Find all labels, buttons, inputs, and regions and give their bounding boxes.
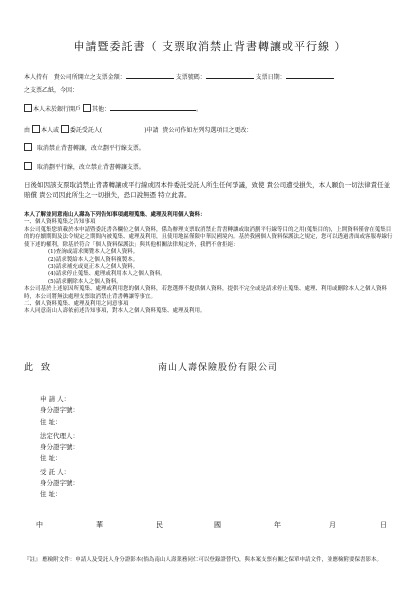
required-docs-note: 『註』 應檢附文件：申請人及受託人身分證影本(倘為南山人壽業務同仁可以登錄證替代)，與本案支票有關之保單申請文件，並應檢附要保書影本。: [24, 557, 383, 563]
change-1-checkbox[interactable]: [24, 143, 32, 151]
check-info-line2: 之支票乙紙，今因：: [24, 87, 79, 94]
change-option-2: 取消劃平行線，改立禁止背書轉讓支票。: [24, 162, 396, 172]
company-name: 南山人壽保險股份有限公司: [158, 363, 279, 373]
other-reason-field[interactable]: [110, 103, 196, 111]
guardian-address-label: 住 址：: [40, 454, 62, 462]
privacy-section: 本人了解並同意南山人壽為下列告知事項處理蒐集、處理及利用個人資料： 一、個人資料蒐集之告知事項 本公司蒐集您填載於本申請暨委託書各欄位之個人資料，係為辦理支票取消禁止背書轉讓或取消劃平行線等目的之用(蒐集目的)，上開資料僅會在蒐集目的的存續期間及法令規定之期間內被蒐集、處理及利用，且使用地區僅限中華民國境內。基於我國個人資料保護法之規定，您可以透過書面或客服專線行使下述的權利，除基於符合「個人資料保護法」與其他相關法律規定外，我們不會拒絕： (1)查詢或請求閱覽本人之個人資料。 (2)請求製給本人之個人資料複製本。 (3)請求補充或更正本人之個人資料。 (4)請求停止蒐集、處理或利用本人之個人資料。 (5)請求刪除本人之個人資料。 本公司基於上述原因所蒐集、處理或利用您的個人資料，若您選擇不提供個人資料，提供不完全或是請求停止蒐集、處理、利用或刪除本人之個人資料時，本公司將無法處理支票取消禁止背書轉讓等事宜。 二、個人資料蒐集、處理及利用之同意事項 本人同意南山人壽依前述告知事項，對本人之個人資料蒐集、處理及利用。: [24, 212, 393, 315]
amount-field[interactable]: [126, 71, 174, 79]
applicant-id-label: 身分證字號：: [40, 406, 79, 414]
applicant-label: 申 請 人：: [40, 395, 71, 403]
applicant-address-label: 住 址：: [40, 418, 62, 426]
other-reason-checkbox[interactable]: [83, 104, 91, 112]
change-option-1: 取消禁止背書轉讓，改立劃平行線支票。: [24, 143, 396, 153]
agent-id-label: 身分證字號：: [40, 479, 79, 487]
change-2-checkbox[interactable]: [24, 162, 32, 170]
closing-to: 此致: [24, 363, 59, 373]
guardian-label: 法定代理人：: [40, 432, 79, 440]
guardian-id-label: 身分證字號：: [40, 443, 79, 451]
no-bank-account-checkbox[interactable]: [24, 104, 32, 112]
agent-checkbox[interactable]: [61, 125, 69, 133]
agent-address-label: 住 址：: [40, 490, 62, 498]
applicant-line: 由 本人或 委託受託人( )申請 貴公司作如左列勾選項目之更改：: [24, 127, 253, 134]
check-date-field[interactable]: [286, 71, 334, 79]
document-title: 申請暨委託書（ 支票取消禁止背書轉讓或平行線 ）: [73, 40, 347, 53]
agent-label: 受 託 人：: [40, 468, 71, 476]
self-checkbox[interactable]: [32, 125, 40, 133]
commitment-paragraph: 日後如因該支票取消禁止背書轉讓或平行線或因本件委託受託人所生任何爭議，致使 貴公司遭受損失，本人願負一切法律責任並賠償 貴公司因此所生之一切損失，恐口說無憑 特立此書。: [24, 181, 391, 200]
check-number-field[interactable]: [206, 71, 254, 79]
document-page: 申請暨委託書（ 支票取消禁止背書轉讓或平行線 ） 本人持有 貴公司所開立之支票金額： 支票號碼： 支票日期： 之支票乙紙，今因： 本人未於銀行開戶 其他： 。 由 本人或 委託受託人( )申請 貴公司作如左列勾選項目之更改： 取消禁止背書轉讓，改立劃平行線支票。 取消劃平行線，改立禁止背書轉讓支票。 日後如因該支票取消禁止背書轉讓或平行線或因本件委託受託人所生任何爭議，致使 貴公司遭受損失，本人願負一切法律責任並賠償 貴公司因此所生之一切損失，恐口說無憑 特立此書。 本人了解並同意南山人壽為下列告知事項處理蒐集、處理及利用個人資料： 一、個人資料蒐集之告知事項 本公司蒐集您填載於本申請暨委託書各欄位之個人資料，係為辦理支票取消禁止背書轉讓或取消劃平行線等目的之用(蒐集目的)，上開資料僅會在蒐集目的的存續期間及法令規定之期間內被蒐集、處理及利用，且使用地區僅限中華民國境內。基於我國個人資料保護法之規定，您可以透過書面或客服專線行使下述的權利，除基於符合「個人資料保護法」與其他相關法律規定外，我們不會拒絕： (1)查詢或請求閱覽本人之個人資料。 (2)請求製給本人之個人資料複製本。 (3)請求補充或更正本人之個人資料。 (4)請求停止蒐集、處理或利用本人之個人資料。 (5)請求刪除本人之個人資料。 本公司基於上述原因所蒐集、處理或利用您的個人資料，若您選擇不提供個人資料，提供不完全或是請求停止蒐集、處理、利用或刪除本人之個人資料時，本公司將無法處理支票取消禁止背書轉讓等事宜。 二、個人資料蒐集、處理及利用之同意事項 本人同意南山人壽依前述告知事項，對本人之個人資料蒐集、處理及利用。 此致 南山人壽保險股份有限公司 申 請 人： 身分證字號： 住 址： 法定代理人： 身分證字號： 住 址： 受 託 人： 身分證字號： 住 址： 中 華 民 國 年 月 日 『註』 應檢附文件：申請人及受託人身分證影本(倘為南山人壽業務同仁可以登錄證替代)，與本案支票有關之保單申請文件，並應檢附要保書影本。: [0, 0, 420, 593]
reason-line: 本人未於銀行開戶 其他： 。: [24, 103, 396, 114]
check-info-line: 本人持有 貴公司所開立之支票金額： 支票號碼： 支票日期：: [24, 71, 396, 82]
